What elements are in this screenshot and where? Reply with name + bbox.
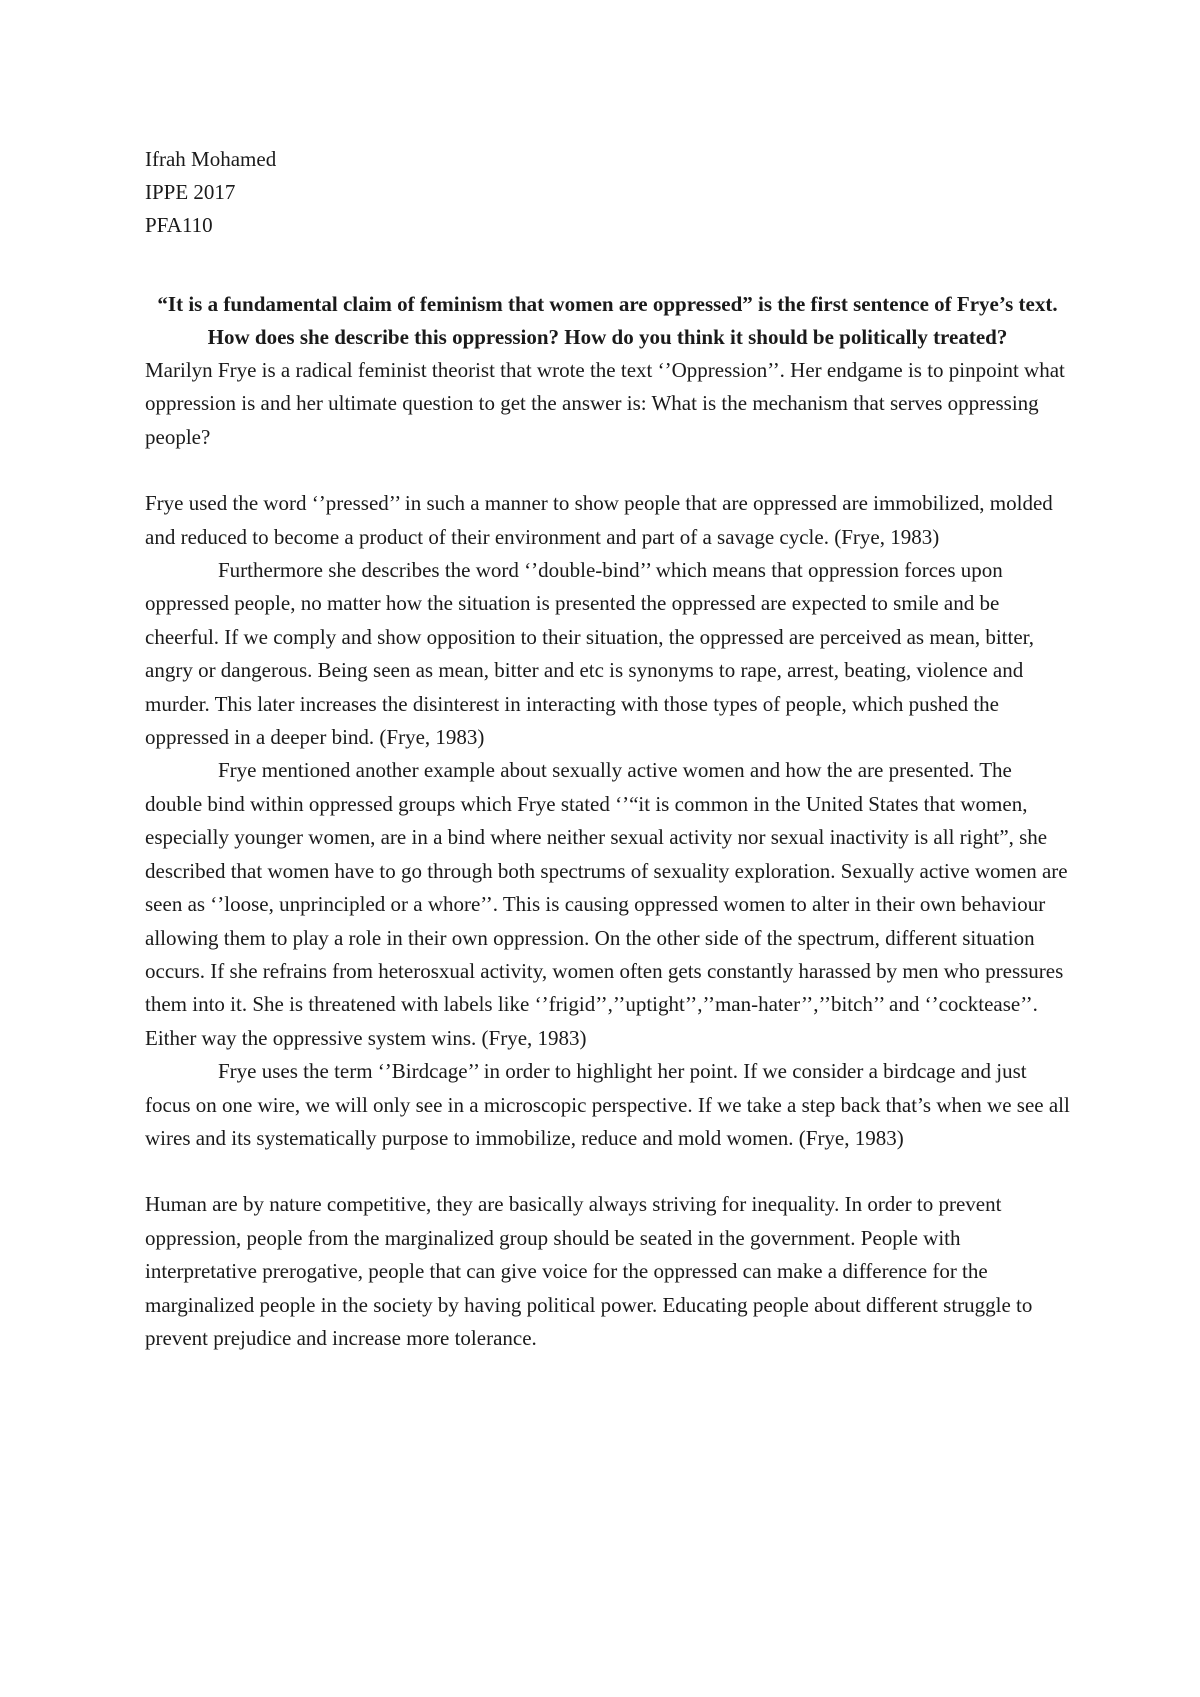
- essay-question: “It is a fundamental claim of feminism that women are oppressed” is the first sentence of Frye’s text. How does she describe this oppression? How do you think it should be politically treated?: [157, 292, 1058, 349]
- paragraph-pressed: Frye used the word ‘’pressed’’ in such a manner to show people that are oppressed are immobilized, molded and reduced to become a product of their environment and part of a savage cycle. (Frye, 1983): [145, 491, 1053, 549]
- author-name: Ifrah Mohamed: [145, 147, 277, 171]
- paragraph-birdcage: Frye uses the term ‘’Birdcage’’ in order to highlight her point. If we consider a birdcage and just focus on one wire, we will only see in a microscopic perspective. If we take a step back that’s when we see all wires and its systematically purpose to immobilize, reduce and mold women. (Frye, 1983): [145, 1059, 1070, 1150]
- paragraph-conclusion: Human are by nature competitive, they are basically always striving for inequality. In order to prevent oppression, people from the marginalized group should be seated in the government. People with interpretative prerogative, people that can give voice for the oppressed can make a difference for the marginalized people in the society by having political power. Educating people about different struggle to prevent prejudice and increase more tolerance.: [145, 1192, 1033, 1350]
- program-line: IPPE 2017: [145, 180, 236, 204]
- paragraph-gap: [145, 1155, 1070, 1188]
- paragraph-gap: [145, 454, 1070, 487]
- paragraph-sexuality: Frye mentioned another example about sexually active women and how the are presented. The double bind within oppressed groups which Frye stated ‘’“it is common in the United States that women, especially younger women, are in a bind where neither sexual activity nor sexual inactivity is all right”, she described that women have to go through both spectrums of sexuality exploration. Sexually active women are seen as ‘’loose, unprincipled or a whore’’. This is causing oppressed women to alter in their own behaviour allowing them to play a role in their own oppression. On the other side of the spectrum, different situation occurs. If she refrains from heterosxual activity, women often gets constantly harassed by men who pressures them into it. She is threatened with labels like ‘’frigid’’,’’uptight’’,’’man-hater’’,’’bitch’’ and ‘’cocktease’’. Either way the oppressive system wins. (Frye, 1983): [145, 758, 1068, 1050]
- document-page: [145, 143, 1070, 1355]
- paragraph-double-bind: Furthermore she describes the word ‘’double-bind’’ which means that oppression forces upon oppressed people, no matter how the situation is presented the oppressed are expected to smile and be cheerful. If we comply and show opposition to their situation, the oppressed are perceived as mean, bitter, angry or dangerous. Being seen as mean, bitter and etc is synonyms to rape, arrest, beating, violence and murder. This later increases the disinterest in interacting with those types of people, which pushed the oppressed in a deeper bind. (Frye, 1983): [145, 558, 1035, 750]
- course-code: PFA110: [145, 213, 213, 237]
- paragraph-intro: Marilyn Frye is a radical feminist theorist that wrote the text ‘’Oppression’’. Her endgame is to pinpoint what oppression is and her ultimate question to get the answer is: What is the mechanism that serves oppressing people?: [145, 358, 1065, 449]
- essay-body: [145, 354, 1070, 1355]
